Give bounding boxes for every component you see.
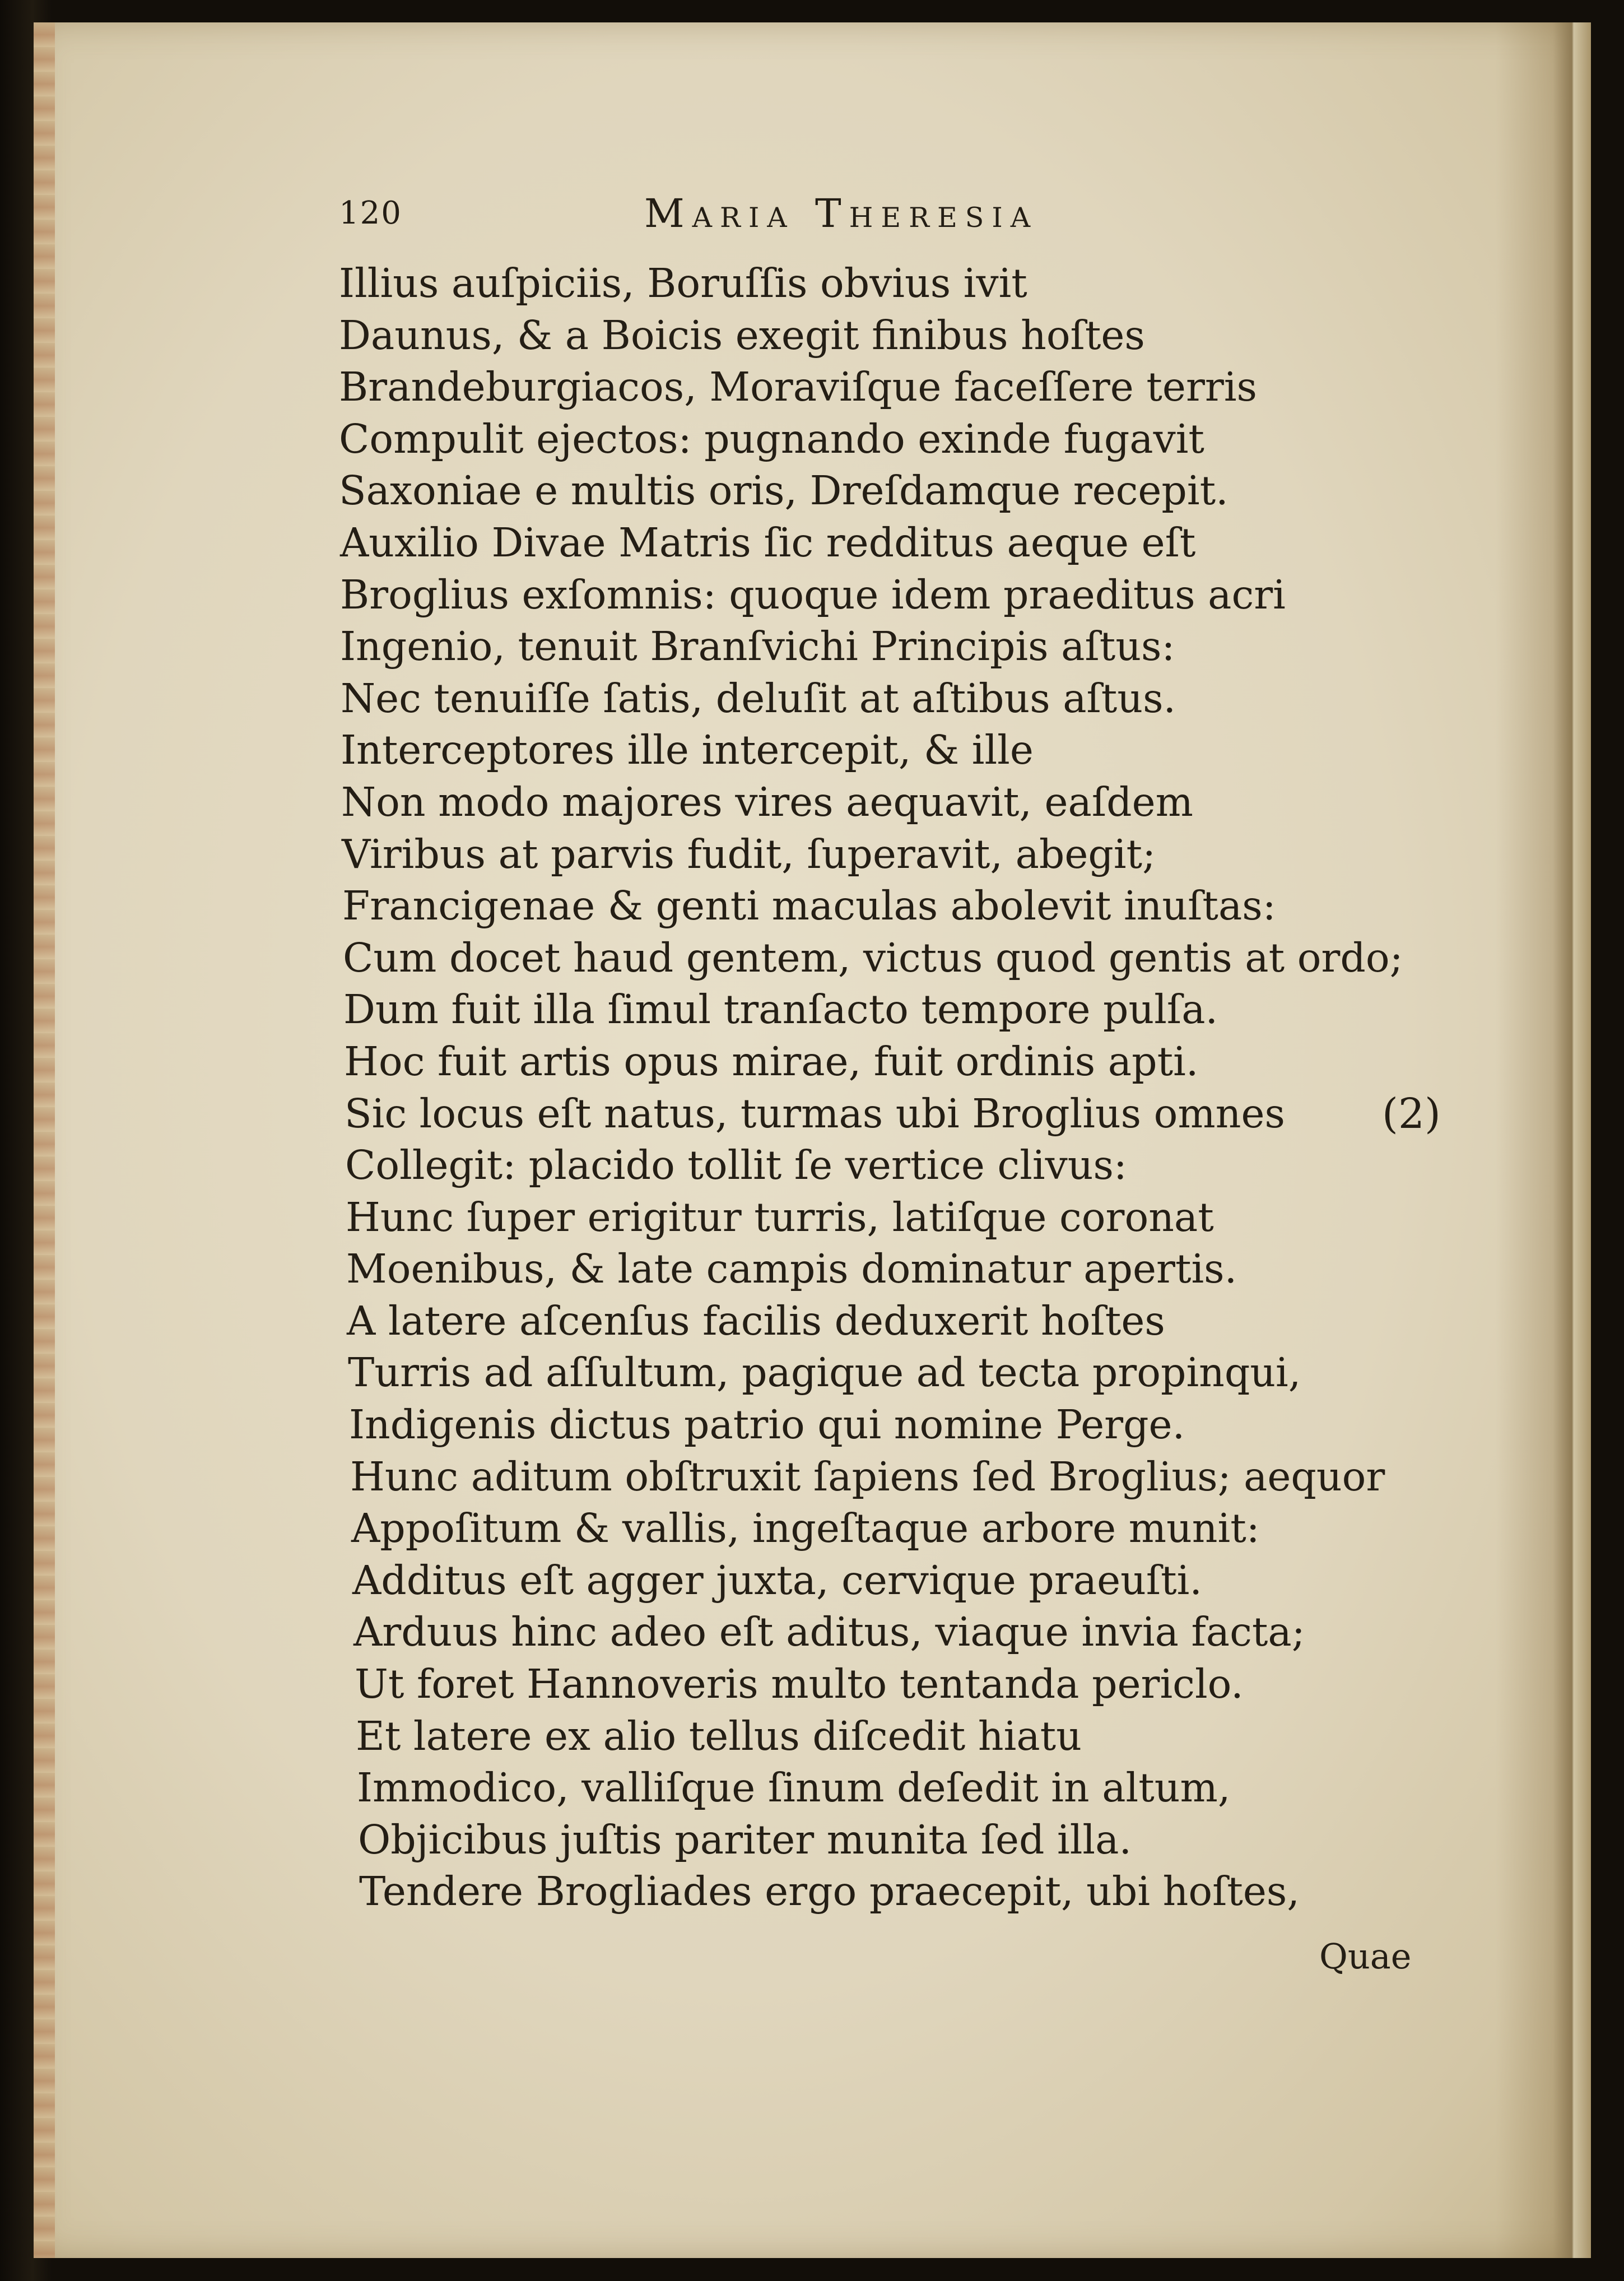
verse-line: Moenibus, & late campis dominatur apertis. xyxy=(346,1246,1237,1293)
verse-line: Cum docet haud gentem, victus quod gentis at ordo; xyxy=(343,934,1403,981)
verse-text-block xyxy=(339,258,1515,1918)
verse-line: Hunc aditum obſtruxit ſapiens ſed Broglius; aequor xyxy=(350,1453,1385,1500)
book-page xyxy=(34,22,1591,2258)
margin-note-marker: (2) xyxy=(1382,1089,1441,1138)
verse-line: Et latere ex alio tellus diſcedit hiatu xyxy=(356,1712,1082,1759)
verse-line: Arduus hinc adeo eſt aditus, viaque invia facta; xyxy=(353,1609,1305,1656)
verse-line: Objicibus juſtis pariter munita ſed illa. xyxy=(358,1816,1132,1863)
running-title: Maria Theresia xyxy=(644,191,1039,236)
verse-line: Broglius exſomnis: quoque idem praeditus acri xyxy=(340,571,1286,618)
verse-line: Ingenio, tenuit Branſvichi Principis aſtus: xyxy=(340,623,1175,670)
verse-line: Tendere Brogliades ergo praecepit, ubi hoſtes, xyxy=(359,1868,1300,1915)
verse-line: Appoſitum & vallis, ingeſtaque arbore munit: xyxy=(351,1505,1260,1552)
page-gutter-edge xyxy=(34,22,55,2258)
verse-line: Daunus, & a Boicis exegit finibus hoſtes xyxy=(339,312,1145,359)
verse-line: Hoc fuit artis opus mirae, fuit ordinis apti. xyxy=(344,1038,1199,1085)
verse-line: Non modo majores vires aequavit, eaſdem xyxy=(341,778,1193,825)
verse-line xyxy=(339,1088,1515,1140)
verse-line-text: Sic locus eſt natus, turmas ubi Broglius omnes xyxy=(345,1090,1285,1137)
verse-line: Turris ad aſſultum, pagique ad tecta propinqui, xyxy=(348,1349,1301,1396)
verse-line: Saxoniae e multis oris, Dreſdamque recepit. xyxy=(339,467,1229,514)
verse-line: Brandeburgiacos, Moraviſque faceſſere terris xyxy=(339,364,1257,411)
verse-line: Francigenae & genti maculas abolevit inuſtas: xyxy=(342,882,1276,930)
verse-line: Additus eſt agger juxta, cervique praeuſti. xyxy=(352,1557,1202,1604)
verse-line: Ut foret Hannoveris multo tentanda periclo. xyxy=(355,1661,1244,1708)
verse-line: Interceptores ille intercepit, & ille xyxy=(341,727,1034,774)
verse-line: Auxilio Divae Matris ſic redditus aeque eſt xyxy=(340,519,1196,566)
verse-line: Illius auſpiciis, Boruſſis obvius ivit xyxy=(339,260,1027,306)
verse-line: A latere aſcenſus facilis deduxerit hoſtes xyxy=(347,1297,1165,1344)
verse-line: Immodico, valliſque ſinum deſedit in altum, xyxy=(357,1764,1231,1811)
verse-line: Hunc ſuper erigitur turris, latiſque coronat xyxy=(346,1193,1214,1241)
page-header xyxy=(339,191,1157,252)
verse-line: Viribus at parvis fudit, ſuperavit, abegit; xyxy=(342,830,1156,877)
verse-line: Nec tenuiſſe ſatis, deluſit at aſtibus aſtus. xyxy=(341,675,1176,722)
page-number: 120 xyxy=(339,195,402,231)
verse-line: Dum fuit illa ſimul tranſacto tempore pulſa. xyxy=(343,986,1218,1033)
verse-line: Indigenis dictus patrio qui nomine Perge. xyxy=(349,1401,1185,1448)
catchword: Quae xyxy=(1319,1936,1412,1977)
verse-line: Compulit ejectos: pugnando exinde fugavit xyxy=(339,415,1204,462)
verse-line: Collegit: placido tollit ſe vertice clivus: xyxy=(345,1142,1127,1189)
